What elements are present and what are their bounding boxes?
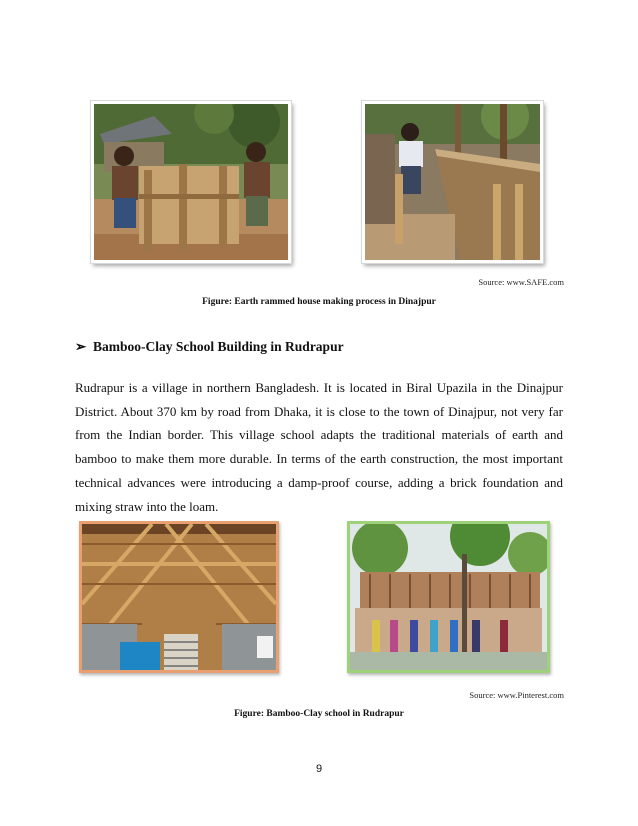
school-exterior-photo [347, 521, 550, 673]
figure-2-caption: Figure: Bamboo-Clay school in Rudrapur [234, 709, 404, 719]
bamboo-roof-interior-photo [79, 521, 279, 673]
figure-1-source: Source: www.SAFE.com [478, 277, 564, 287]
figure-2-source: Source: www.Pinterest.com [469, 690, 564, 700]
section-paragraph: Rudrapur is a village in northern Bangladesh. It is located in Biral Upazila in the Dinajpur District. About 370 km by road from Dhaka, it is close to the town of Dinajpur, not very far from the Indian border. This village school adapts the traditional materials of earth and bamboo to make them more durable. In terms of the earth construction, the most important technical advances were introducing a damp-proof course, adding a brick foundation and mixing straw into the loam. [75, 380, 563, 514]
section-heading [75, 339, 555, 355]
figure-1-caption: Figure: Earth rammed house making process in Dinajpur [202, 297, 436, 307]
section-heading-text: Bamboo-Clay School Building in Rudrapur [93, 339, 344, 354]
page-number: 9 [315, 763, 323, 775]
bullet-arrow-icon: ➢ [75, 339, 87, 354]
rammed-earth-wall-photo [362, 101, 543, 263]
rammed-earth-formwork-photo [91, 101, 291, 263]
